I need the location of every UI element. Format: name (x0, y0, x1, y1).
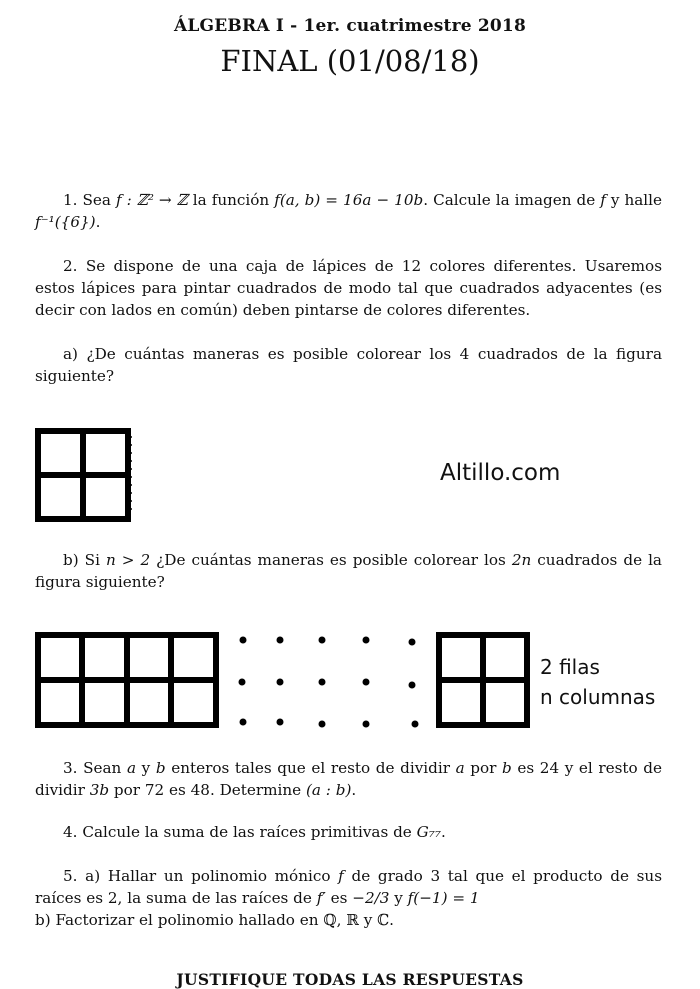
question-4 (35, 821, 662, 843)
q5-text: y (389, 889, 408, 907)
figure-2xn-grid (35, 632, 535, 732)
q1-text: y halle (605, 191, 663, 209)
q5-fp: f′ (316, 889, 326, 907)
q1-text: 1. Sea (63, 191, 116, 209)
q3-3b: 3b (89, 781, 110, 799)
question-3 (35, 757, 662, 801)
figure-label-rows: 2 filas (540, 655, 600, 679)
q2b-text: cuadrados de la figura siguiente? (35, 551, 662, 591)
course-header: ÁLGEBRA I - 1er. cuatrimestre 2018 (174, 16, 526, 36)
q1-text: la función (187, 191, 275, 209)
q3-gcd: (a : b) (305, 781, 352, 799)
q3-text: es 24 y el resto de dividir (35, 759, 663, 799)
q5-fm1: f(−1) = 1 (407, 889, 480, 907)
q3-text: por (464, 759, 503, 777)
question-2a: a) ¿De cuántas maneras es posible colorear los 4 cuadrados de la figura siguiente? (35, 345, 662, 385)
q1-preimage: f⁻¹({6}) (35, 213, 96, 231)
q2b-2n: 2n (511, 551, 532, 569)
question-5a (35, 865, 662, 909)
q5-f: f (338, 867, 344, 885)
question-2b (35, 549, 662, 593)
exam-title: FINAL (01/08/18) (220, 44, 480, 78)
question-5b: b) Factorizar el polinomio hallado en ℚ, ℝ y ℂ. (35, 911, 395, 929)
q3-a: a (126, 759, 137, 777)
q3-text: y (136, 759, 156, 777)
q5-text: de grado 3 tal que el producto de sus raíces es 2, la suma de las raíces de (35, 867, 662, 907)
q3-a: a (455, 759, 465, 777)
q3-b: b (155, 759, 166, 777)
q2b-text: ¿De cuántas maneras es posible colorear los (150, 551, 512, 569)
q3-text: 3. Sean (63, 759, 127, 777)
q1-def: f(a, b) = 16a − 10b (274, 191, 424, 209)
q2b-text: b) Si (63, 551, 106, 569)
q5-val: −2/3 (352, 889, 390, 907)
question-1 (35, 189, 662, 233)
figure-2x2-grid (35, 428, 135, 524)
q3-text: por 72 es 48. Determine (109, 781, 306, 799)
q4-text: 4. Calcule la suma de las raíces primitivas de (63, 823, 417, 841)
q3-b: b (502, 759, 512, 777)
q3-text: enteros tales que el resto de dividir (165, 759, 456, 777)
q3-text: . (351, 781, 357, 799)
q4-group: G₇₇ (416, 823, 441, 841)
q4-text: . (440, 823, 446, 841)
footer-note: JUSTIFIQUE TODAS LAS RESPUESTAS (176, 970, 524, 989)
ellipsis-dots (239, 637, 419, 728)
figure-label-cols: n columnas (540, 685, 656, 709)
question-2-intro: 2. Se dispone de una caja de lápices de 12 colores diferentes. Usaremos estos lápices para pintar cuadrados de modo tal que cuadrados adyacentes (es decir con lados en común) deben pintarse de colores diferentes. (35, 257, 662, 319)
q2b-cond: n > 2 (105, 551, 151, 569)
q1-text: . Calcule la imagen de (423, 191, 601, 209)
q5-text: es (325, 889, 353, 907)
q1-f: f (600, 191, 606, 209)
q5-text: 5. a) Hallar un polinomio mónico (63, 867, 339, 885)
q1-period: . (95, 213, 101, 231)
q1-map: f : ℤ² → ℤ (115, 191, 188, 209)
watermark: Altillo.com (440, 460, 561, 486)
